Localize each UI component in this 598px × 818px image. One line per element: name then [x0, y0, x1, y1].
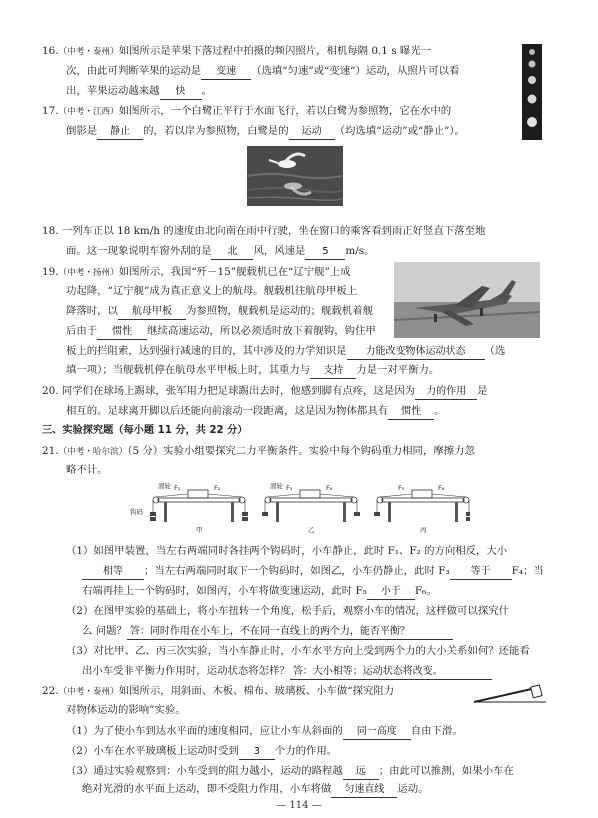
question-text: （均选填“运动”或“静止”）。	[334, 125, 465, 137]
question-text: 右端再挂上一个钩码时，如图丙，小车将做变速运动，此时 F₅	[82, 585, 367, 597]
question-text: 降落时，以	[66, 305, 118, 317]
question-text: 是	[477, 385, 488, 397]
question-text: 后由于	[66, 325, 98, 337]
answer-blank: 力的作用	[415, 385, 477, 400]
question-text: （选填“匀速”或“变速”）运动，从照片可以看	[251, 65, 460, 77]
source-tag: （中考・江西）	[58, 107, 119, 117]
answer-blank: 变速	[201, 65, 251, 80]
q16-line1	[42, 44, 431, 59]
q19-line5	[66, 344, 505, 360]
force-label: F₂	[214, 484, 221, 492]
question-text: 相互的。足球离开脚以后还能向前滚动一段距离，这是因为物体都具有	[66, 405, 389, 417]
question-number: 19.	[42, 266, 59, 278]
q22-p3-line2	[82, 782, 429, 798]
question-text: 绝对光滑的水平面上运动，即不受阻力作用，小车将做	[82, 783, 332, 795]
answer-blank: 同一高度	[343, 725, 411, 740]
answer-blank: 惯性	[97, 325, 147, 340]
pulley-label: 滑轮	[158, 482, 171, 490]
question-text: 出小车受非平衡力作用时，运动状态将怎样？	[82, 665, 290, 677]
q21-p1-line2	[82, 564, 544, 580]
answer-blank: 相等	[82, 565, 144, 580]
force-label: F₄	[326, 484, 333, 492]
answer-blank: 小于	[367, 585, 415, 600]
answer-blank: 航母甲板	[118, 305, 186, 320]
jet-image	[394, 262, 540, 338]
setup-bing	[374, 484, 470, 534]
question-text: 。	[201, 85, 212, 97]
question-text: （选	[484, 345, 506, 357]
question-text: 力是一对平衡力。	[356, 364, 440, 376]
question-text: F₆。	[414, 585, 437, 597]
question-number: 22.	[42, 685, 59, 697]
question-text: 为参照物，舰载机是运动的；舰载机着舰	[185, 305, 373, 317]
source-tag: （中考・扬州）	[58, 268, 119, 278]
answer-blank: 快	[160, 85, 202, 100]
q21-line2: 略不计。	[66, 464, 108, 476]
source-tag: （中考・哈尔滨）	[58, 447, 128, 457]
question-text: 如图所示，我国“歼－15”舰载机已在“辽宁舰”上成	[118, 266, 351, 278]
answer-blank: 远	[343, 765, 379, 780]
question-number: 17.	[42, 105, 59, 117]
question-text: 风，风速是	[253, 245, 306, 257]
question-text: 面。这一现象说明车窗外刮的是	[66, 245, 212, 257]
q20-line2	[66, 404, 445, 420]
question-text: （3）通过实验观察到：小车受到的阻力越小，运动的路程越	[66, 765, 343, 777]
force-label: F₅	[398, 484, 405, 492]
carrier-jet-photo	[394, 262, 540, 338]
setup-yi	[262, 481, 360, 534]
section-heading: 三、实验探究题（每小题 11 分，共 22 分）	[42, 425, 248, 436]
page-number: — 114 —	[276, 800, 322, 811]
q21-p3-line2	[82, 664, 492, 680]
question-text: 倒影是	[66, 125, 98, 137]
apple-frames	[522, 44, 542, 140]
q19-line6	[66, 363, 439, 379]
q21-line1	[42, 444, 475, 459]
q17-line2	[66, 124, 465, 140]
setup-jia	[130, 481, 248, 534]
q18-line1: 18. 一列车正以 18 km/h 的速度由北向南在雨中行驶，坐在窗口的乘客看到雨正好竖直下落至地	[42, 225, 486, 237]
question-number: 21.	[42, 445, 59, 457]
answer-blank: 匀速直线	[331, 783, 397, 798]
q19-line3	[66, 304, 373, 320]
q19-line2: 功起降，“辽宁舰”成为真正意义上的航母。舰载机往航母甲板上	[66, 285, 358, 297]
question-text: 次，由此可判断苹果的运动是	[66, 65, 202, 77]
force-label: F₁	[174, 484, 181, 492]
question-number: 16.	[42, 45, 59, 57]
q22-p2	[66, 744, 337, 760]
q20-line1	[42, 384, 488, 400]
q21-p1-line1: （1）如图甲装置，当左右两端同时各挂两个钩码时，小车静止，此时 F₁、F₂ 的方向相反，大小	[66, 545, 508, 557]
q19-line1	[42, 265, 351, 280]
question-text: 如图所示，一个白鹭正平行于水面飞行，若以白鹭为参照物，它在水中的	[118, 105, 452, 117]
caption-label: 甲	[196, 526, 203, 534]
question-text: m/s。	[345, 245, 375, 257]
balance-experiment-diagram	[130, 478, 470, 538]
egret-reflection-photo	[247, 146, 343, 206]
q21-p2-line1: （2）在图甲实验的基础上，将小车扭转一个角度，松手后，观察小车的情况，这样做可以探究什	[66, 605, 510, 617]
q21-p3-line1: （3）对比甲、乙、丙三次实验，当小车静止时，小车水平方向上受到两个力的大小关系如何？还能看	[66, 645, 530, 657]
answer-blank: 力能改变物体运动状态	[347, 345, 485, 360]
question-text: （5 分）实验小组要探究二力平衡条件。实验中每个钩码重力相同，摩擦力忽	[127, 445, 475, 457]
source-tag: （中考・泰州）	[58, 687, 119, 697]
question-text: F₄；当	[511, 565, 544, 577]
answer-blank: 静止	[97, 125, 143, 140]
question-text: ；当左右两端同时取下一个钩码时，如图乙，小车仍静止，此时 F₃	[144, 565, 450, 577]
question-text: 板上的拦阻索，达到强行减速的目的，其中涉及的力学知识是	[66, 345, 347, 357]
question-text: 。	[434, 405, 445, 417]
force-label: F₃	[286, 484, 293, 492]
answer-blank: 3	[239, 745, 275, 760]
answer-blank: 惯性	[388, 405, 434, 420]
answer-blank: 等于	[450, 565, 512, 580]
question-text: 的，若以岸为参照物，白鹭是的	[143, 125, 289, 137]
question-text: 运动。	[397, 783, 429, 795]
question-text: 自由下滑。	[410, 725, 463, 737]
answer-blank: 运动	[289, 125, 335, 140]
egret-image	[247, 146, 343, 206]
question-text: 20. 同学们在球场上踢球，张军用力把足球踢出去时，他感到脚有点疼，这是因为	[42, 385, 416, 397]
q22-p1	[66, 724, 463, 740]
pulley-label: 滑轮	[270, 482, 283, 490]
q16-line2	[66, 64, 459, 80]
q22-line1	[42, 684, 394, 699]
q16-line3	[66, 84, 212, 100]
caption-label: 丙	[420, 526, 427, 534]
force-label: F₆	[438, 484, 445, 492]
question-text: 如图所示，用斜面、木板、棉布、玻璃板、小车做“探究阻力	[118, 685, 395, 697]
q19-line4	[66, 324, 376, 340]
question-text: 继续高速运动，所以必须适时放下着舰钩，钩住甲	[147, 325, 376, 337]
question-text: ；由此可以推测，如果小车在	[378, 765, 514, 777]
answer-blank: 5	[305, 245, 345, 260]
answer-blank: 北	[211, 245, 253, 260]
caption-label: 乙	[308, 526, 315, 534]
source-tag: （中考・泰州）	[58, 47, 119, 57]
q21-p1-line3	[82, 584, 437, 600]
question-text: 么 问题？	[82, 625, 127, 637]
question-text: 个力的作用。	[274, 745, 338, 757]
question-text: 填一项）；当舰载机停在航母水平甲板上时，其重力与	[66, 364, 311, 376]
answer-blank: 答：同时作用在小车上，不在同一直线上的两个力，能否平衡？	[127, 625, 453, 640]
hook-label: 钩码	[130, 508, 143, 516]
question-text: 如图所示是苹果下落过程中拍摄的频闪照片，相机每隔 0.1 s 曝光一	[118, 45, 432, 57]
q21-p2-line2	[82, 624, 453, 640]
q22-p3-line1	[66, 764, 514, 780]
q22-line2: 对物体运动的影响”实验。	[66, 704, 186, 716]
q17-line1	[42, 104, 451, 119]
question-text: （2）小车在水平玻璃板上运动时受到	[66, 745, 239, 757]
answer-blank: 支持	[310, 364, 356, 379]
q18-line2	[66, 244, 375, 260]
question-text: （1）为了使小车到达水平面的速度相同，应让小车从斜面的	[66, 725, 343, 737]
falling-apple-strobe-photo	[522, 44, 542, 140]
question-text: 出，苹果运动越来越	[66, 85, 160, 97]
answer-blank: 答：大小相等；运动状态将改变。	[290, 665, 492, 680]
incline-ramp-figure	[470, 684, 548, 704]
